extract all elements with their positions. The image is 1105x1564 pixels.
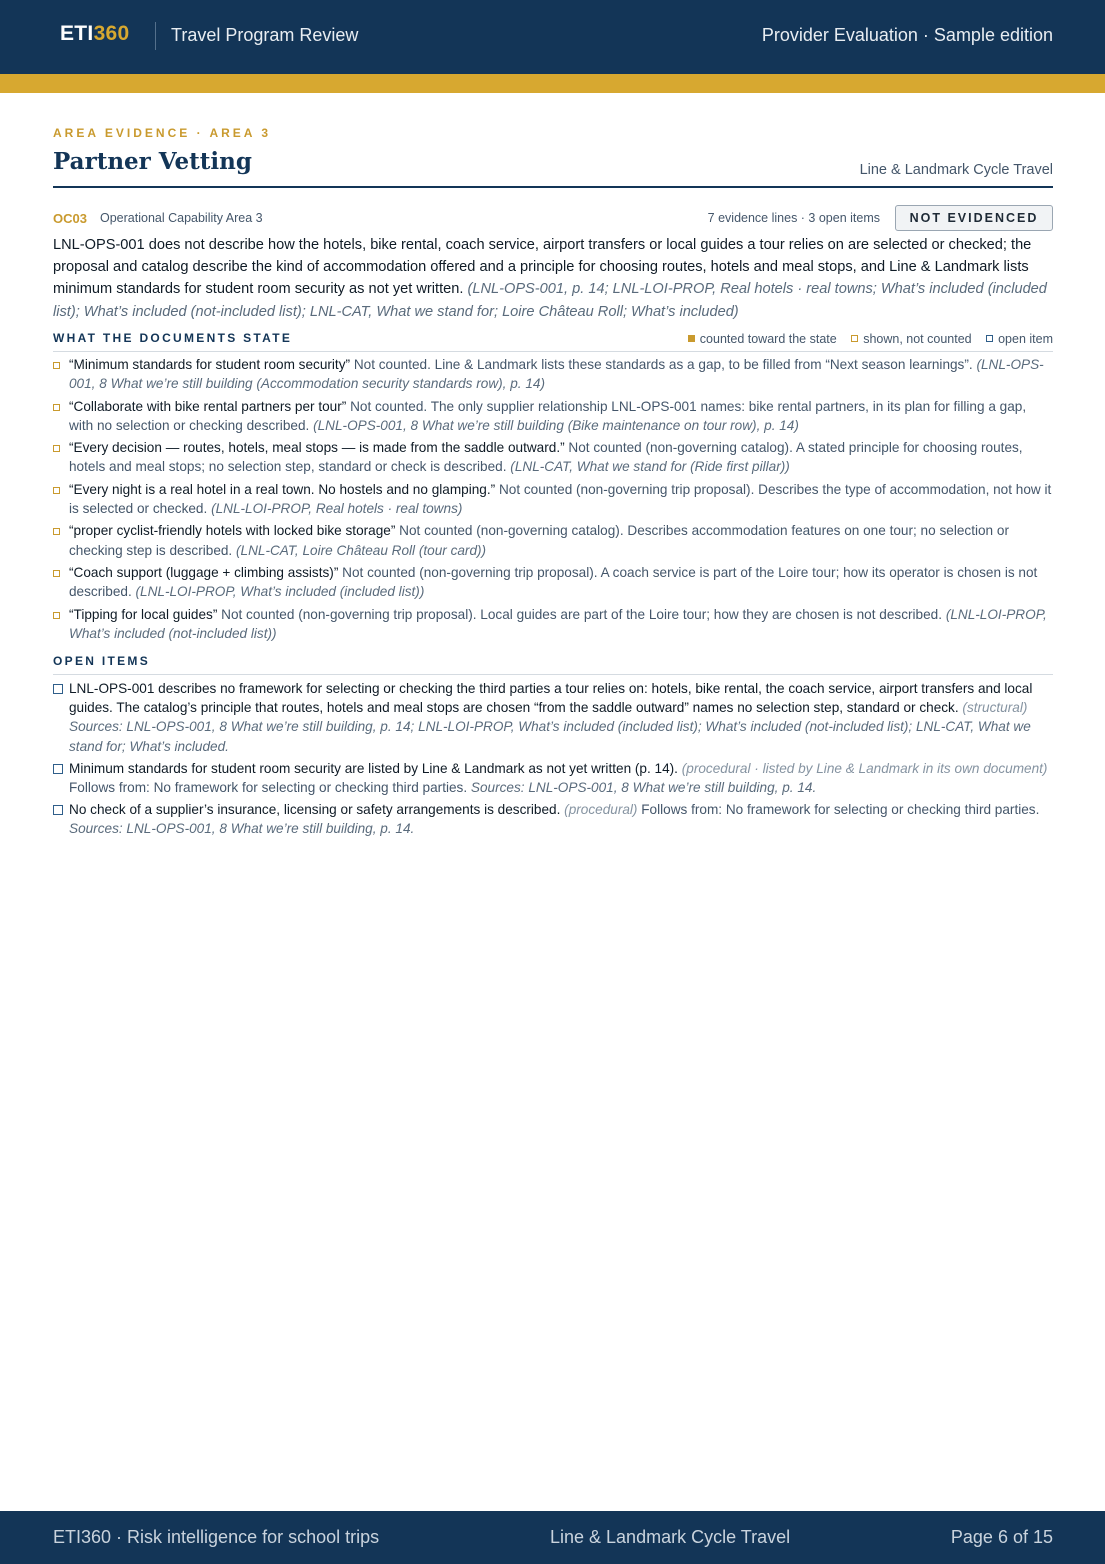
counted-swatch-icon: [688, 335, 695, 342]
statements-heading: WHAT THE DOCUMENTS STATE: [53, 331, 293, 345]
open-item-icon: [53, 764, 63, 774]
open-item-text: LNL-OPS-001 describes no framework for selecting or checking the third parties a tour relies on: hotels, bike rental, the coach service, airport transfers and local guides. The catalog’s principle that routes, hotels and meal stops are chosen “from the saddle outward” names no selection step, standard or check.: [69, 681, 1033, 716]
logo-text: ETI: [60, 22, 94, 45]
open-item-level: (procedural · listed by Line & Landmark in its own document): [681, 760, 1048, 776]
open-item: [53, 800, 1053, 838]
page-footer: [0, 1511, 1105, 1564]
evidence-item: [53, 605, 1053, 643]
area-name: Operational Capability Area 3: [100, 211, 263, 225]
shown-not-counted-icon: [53, 445, 60, 452]
shown-not-counted-icon: [53, 528, 60, 535]
footer-brand: ETI360 · Risk intelligence for school trips: [53, 1527, 380, 1547]
page-number: Page 6 of 15: [950, 1527, 1053, 1547]
evidence-note: Not counted. Line & Landmark lists these standards as a gap, to be filled from “Next season learnings”.: [353, 357, 973, 372]
open-items-list: [53, 679, 1053, 842]
evidence-quote: “Every decision — routes, hotels, meal stops — is made from the saddle outward.”: [69, 440, 565, 456]
open-item-text: No check of a supplier’s insurance, licensing or safety arrangements is described.: [69, 802, 561, 818]
open-items-header: [53, 654, 1053, 675]
evidence-citation: (LNL-CAT, Loire Château Roll (tour card)): [236, 542, 487, 558]
report-title: Travel Program Review: [171, 25, 359, 45]
open-items-heading: OPEN ITEMS: [53, 654, 151, 668]
legend-open: [986, 332, 1053, 346]
statements-header: [53, 331, 1053, 352]
logo-number: 360: [93, 22, 130, 45]
evidence-note: Not counted. The only supplier relationship LNL-OPS-001 names: bike rental partners, in its plan for filling a gap, with no selection or checking described.: [69, 398, 1027, 433]
open-item-level: (procedural): [564, 802, 638, 818]
open-item-follows: Follows from: No framework for selecting or checking third parties.: [641, 802, 1040, 818]
shown-not-counted-icon: [53, 487, 60, 494]
evidence-item: [53, 480, 1053, 518]
section-eyebrow: AREA EVIDENCE · AREA 3: [53, 126, 272, 140]
evidence-note: Not counted (non-governing trip proposal). Local guides are part of the Loire tour; how they are chosen is not described.: [221, 606, 943, 622]
evidence-quote: “Minimum standards for student room security”: [69, 357, 351, 372]
evidence-citation: (LNL-CAT, What we stand for (Ride first pillar)): [510, 459, 790, 475]
evidence-citation: (LNL-OPS-001, 8 What we’re still building (Bike maintenance on tour row), p. 14): [313, 417, 799, 433]
open-item-follows: Follows from: No framework for selecting or checking third parties.: [69, 780, 468, 796]
area-code: OC03: [53, 211, 87, 226]
top-header-bar: [0, 0, 1105, 74]
verdict-badge: NOT EVIDENCED: [895, 205, 1053, 231]
shown-not-counted-icon: [53, 362, 60, 369]
open-item-icon: [53, 684, 63, 694]
evidence-note: Not counted (non-governing catalog). Describes accommodation features on one tour; no selection or checking step is described.: [69, 523, 1009, 558]
shown-swatch-icon: [851, 335, 858, 342]
open-item-sources: Sources: LNL-OPS-001, 8 What we’re still building, p. 14.: [470, 780, 817, 796]
legend: [677, 332, 1053, 346]
open-item-level: (structural): [962, 700, 1028, 716]
area-header: [53, 210, 1053, 232]
evidence-list: [53, 355, 1053, 646]
summary-citation: (LNL-OPS-001, p. 14; LNL-LOI-PROP, Real hotels · real towns; What’s included (included list); What’s included (not-included list); LNL-CAT, What we stand for; Loire Château Roll; What’s included): [53, 281, 1047, 320]
legend-shown: [851, 332, 971, 346]
header-divider: [155, 22, 156, 50]
area-summary: [53, 234, 1053, 323]
evidence-quote: “Coach support (luggage + climbing assists)”: [69, 564, 339, 580]
title-rule: [53, 186, 1053, 188]
open-item-sources: Sources: LNL-OPS-001, 8 What we’re still building, p. 14; LNL-LOI-PROP, What’s included (included list); What’s included (not-included list); LNL-CAT, What we stand for; What’s included.: [69, 719, 1031, 754]
legend-open-label: open item: [998, 332, 1053, 346]
open-item-swatch-icon: [986, 335, 993, 342]
evidence-quote: “Tipping for local guides”: [69, 606, 218, 622]
report-edition: Provider Evaluation · Sample edition: [761, 25, 1053, 45]
evidence-quote: “Every night is a real hotel in a real town. No hostels and no glamping.”: [69, 481, 496, 497]
open-item: [53, 759, 1053, 797]
shown-not-counted-icon: [53, 404, 60, 411]
evidence-citation: (LNL-LOI-PROP, What’s included (included list)): [135, 584, 425, 600]
evidence-quote: “Collaborate with bike rental partners per tour”: [69, 398, 347, 414]
evidence-item: [53, 563, 1053, 601]
evidence-item: [53, 438, 1053, 476]
open-item-icon: [53, 805, 63, 815]
legend-shown-label: shown, not counted: [863, 332, 972, 346]
gold-accent-band: [0, 74, 1105, 93]
evidence-item: [53, 397, 1053, 435]
provider-name: Line & Landmark Cycle Travel: [859, 162, 1053, 178]
shown-not-counted-icon: [53, 612, 60, 619]
open-item: [53, 679, 1053, 756]
eti360-logo: [60, 22, 130, 46]
footer-provider: Line & Landmark Cycle Travel: [550, 1527, 791, 1547]
open-item-text: Minimum standards for student room security are listed by Line & Landmark as not yet written (p. 14).: [69, 760, 678, 776]
evidence-note: Not counted (non-governing trip proposal). A coach service is part of the Loire tour; how its operator is chosen is not described.: [69, 564, 1038, 600]
open-item-sources: Sources: LNL-OPS-001, 8 What we’re still building, p. 14.: [69, 821, 415, 837]
evidence-citation: (LNL-LOI-PROP, What’s included (not-included list)): [69, 606, 1047, 641]
evidence-note: Not counted (non-governing catalog). A stated principle for choosing routes, hotels and meal stops; no selection step, standard or check is described.: [69, 440, 1023, 475]
evidence-citation: (LNL-LOI-PROP, Real hotels · real towns): [211, 500, 463, 516]
evidence-citation: (LNL-OPS-001, 8 What we’re still building (Accommodation security standards row), p. 14): [69, 357, 1044, 392]
page-title: Partner Vetting: [53, 148, 252, 175]
evidence-note: Not counted (non-governing trip proposal). Describes the type of accommodation, not how it is selected or checked.: [69, 481, 1052, 516]
evidence-quote: “proper cyclist-friendly hotels with locked bike storage”: [69, 523, 396, 539]
shown-not-counted-icon: [53, 570, 60, 577]
legend-counted-label: counted toward the state: [699, 332, 837, 346]
evidence-item: [53, 521, 1053, 559]
evidence-counts: 7 evidence lines · 3 open items: [707, 211, 880, 225]
evidence-item: [53, 355, 1053, 393]
summary-text: LNL-OPS-001 does not describe how the hotels, bike rental, coach service, airport transfers or local guides a tour relies on are selected or checked; the proposal and catalog describe the kind of accommodation offered and a principle for choosing routes, hotels and meal stops, and Line & Landmark lists minimum standards for student room security as not yet written.: [53, 237, 1032, 298]
legend-counted: [688, 332, 837, 346]
